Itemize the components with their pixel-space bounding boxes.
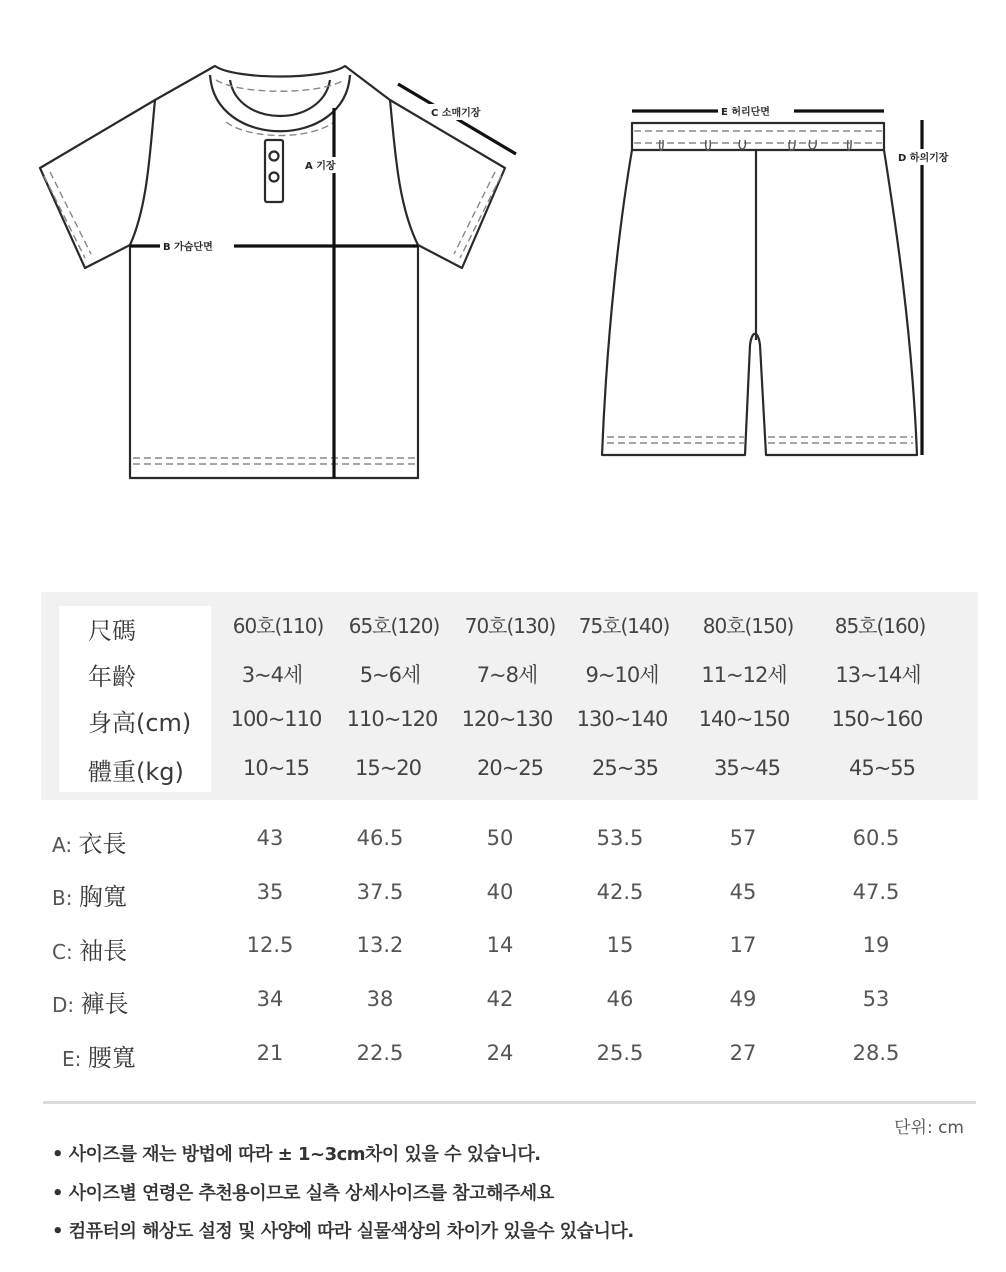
measure-cell: 50 <box>486 826 514 850</box>
weight-cell: 20~25 <box>476 756 544 780</box>
height-cell: 100~110 <box>230 707 322 731</box>
measure-cell: 38 <box>366 987 394 1011</box>
measure-cell: 53 <box>862 987 890 1011</box>
measure-cell: 25.5 <box>596 1041 644 1065</box>
note-item: • 사이즈를 재는 방법에 따라 ± 1~3cm차이 있을 수 있습니다. <box>52 1144 541 1165</box>
measure-cell: 24 <box>486 1041 514 1065</box>
weight-cell: 15~20 <box>354 756 422 780</box>
note-text: 사이즈별 연령은 추천용이므로 실측 상세사이즈를 참고해주세요 <box>68 1183 554 1204</box>
age-cell: 3~4세 <box>241 663 303 687</box>
measure-cell: 57 <box>729 826 757 850</box>
measure-key: D <box>52 993 68 1017</box>
measure-cell: 14 <box>486 933 514 957</box>
measure-key: A <box>52 833 66 857</box>
size-header: 60호(110) <box>232 614 324 638</box>
measure-cell: 42.5 <box>596 880 644 904</box>
measure-key: C <box>52 940 66 964</box>
weight-cell: 10~15 <box>242 756 310 780</box>
size-header: 65호(120) <box>348 614 440 638</box>
measure-cell: 27 <box>729 1041 757 1065</box>
measure-cell: 42 <box>486 987 514 1011</box>
size-header: 85호(160) <box>834 614 926 638</box>
label-e: E 허리단면 <box>721 107 770 118</box>
tshirt-drawing <box>40 66 505 478</box>
measure-cell: 45 <box>729 880 757 904</box>
note-item: • 사이즈별 연령은 추천용이므로 실측 상세사이즈를 참고해주세요 <box>52 1183 554 1204</box>
measure-cell: 28.5 <box>852 1041 900 1065</box>
measure-name: 褲長 <box>80 990 129 1018</box>
height-cell: 130~140 <box>576 707 668 731</box>
height-cell: 110~120 <box>346 707 438 731</box>
weight-cell: 45~55 <box>848 756 916 780</box>
note-item: • 컴퓨터의 해상도 설정 및 사양에 따라 실물색상의 차이가 있을수 있습니다. <box>52 1221 634 1242</box>
age-cell: 13~14세 <box>835 663 921 687</box>
measure-name: 腰寬 <box>87 1044 136 1072</box>
height-cell: 140~150 <box>698 707 790 731</box>
tshirt-stitching <box>44 80 501 464</box>
measure-cell: 53.5 <box>596 826 644 850</box>
measure-cell: 15 <box>606 933 634 957</box>
measure-cell: 46.5 <box>356 826 404 850</box>
label-c: C 소매기장 <box>431 108 481 119</box>
measure-cell: 34 <box>256 987 284 1011</box>
measure-label-b: B: 胸寬 <box>52 883 127 911</box>
age-cell: 9~10세 <box>585 663 659 687</box>
measure-cell: 17 <box>729 933 757 957</box>
measure-name: 衣長 <box>78 830 127 858</box>
measure-cell: 60.5 <box>852 826 900 850</box>
measure-key: B <box>52 886 66 910</box>
height-cell: 150~160 <box>831 707 923 731</box>
measure-cell: 49 <box>729 987 757 1011</box>
measure-cell: 35 <box>256 880 284 904</box>
measure-cell: 40 <box>486 880 514 904</box>
size-header: 70호(130) <box>464 614 556 638</box>
measure-cell: 22.5 <box>356 1041 404 1065</box>
size-header: 75호(140) <box>578 614 670 638</box>
row-label-age: 年齡 <box>88 663 136 691</box>
measure-label-a: A: 衣長 <box>52 830 127 858</box>
divider <box>43 1101 976 1104</box>
measure-cell: 46 <box>606 987 634 1011</box>
size-header: 80호(150) <box>702 614 794 638</box>
weight-cell: 25~35 <box>591 756 659 780</box>
age-cell: 11~12세 <box>701 663 787 687</box>
measure-label-d: D: 褲長 <box>52 990 129 1018</box>
age-cell: 5~6세 <box>359 663 421 687</box>
row-label-height: 身高(cm) <box>88 709 192 737</box>
label-b: B 가슴단면 <box>163 242 213 253</box>
measure-cell: 19 <box>862 933 890 957</box>
unit-label: 단위: cm <box>894 1118 964 1138</box>
measure-cell: 21 <box>256 1041 284 1065</box>
measure-name: 胸寬 <box>78 883 127 911</box>
weight-cell: 35~45 <box>713 756 781 780</box>
measure-key: E <box>62 1047 75 1071</box>
measure-name: 袖長 <box>79 937 128 965</box>
measure-cell: 47.5 <box>852 880 900 904</box>
shorts-drawing <box>602 123 917 455</box>
size-diagram <box>0 0 1006 520</box>
measure-cell: 37.5 <box>356 880 404 904</box>
measure-cell: 13.2 <box>356 933 404 957</box>
height-cell: 120~130 <box>461 707 553 731</box>
note-text: 컴퓨터의 해상도 설정 및 사양에 따라 실물색상의 차이가 있을수 있습니다. <box>68 1221 634 1242</box>
shorts-measure-lines <box>632 111 922 455</box>
shorts-stitching <box>607 131 913 443</box>
label-d: D 하의기장 <box>898 153 949 164</box>
note-text: 사이즈를 재는 방법에 따라 ± 1~3cm차이 있을 수 있습니다. <box>68 1144 541 1165</box>
label-a: A 기장 <box>305 161 336 172</box>
measure-cell: 12.5 <box>246 933 294 957</box>
measure-label-e: E: 腰寬 <box>62 1044 136 1072</box>
age-cell: 7~8세 <box>476 663 538 687</box>
row-label-weight: 體重(kg) <box>88 758 184 786</box>
measure-cell: 43 <box>256 826 284 850</box>
measure-label-c: C: 袖長 <box>52 937 128 965</box>
row-label-size: 尺碼 <box>88 617 136 645</box>
tshirt-measure-lines <box>130 84 516 478</box>
